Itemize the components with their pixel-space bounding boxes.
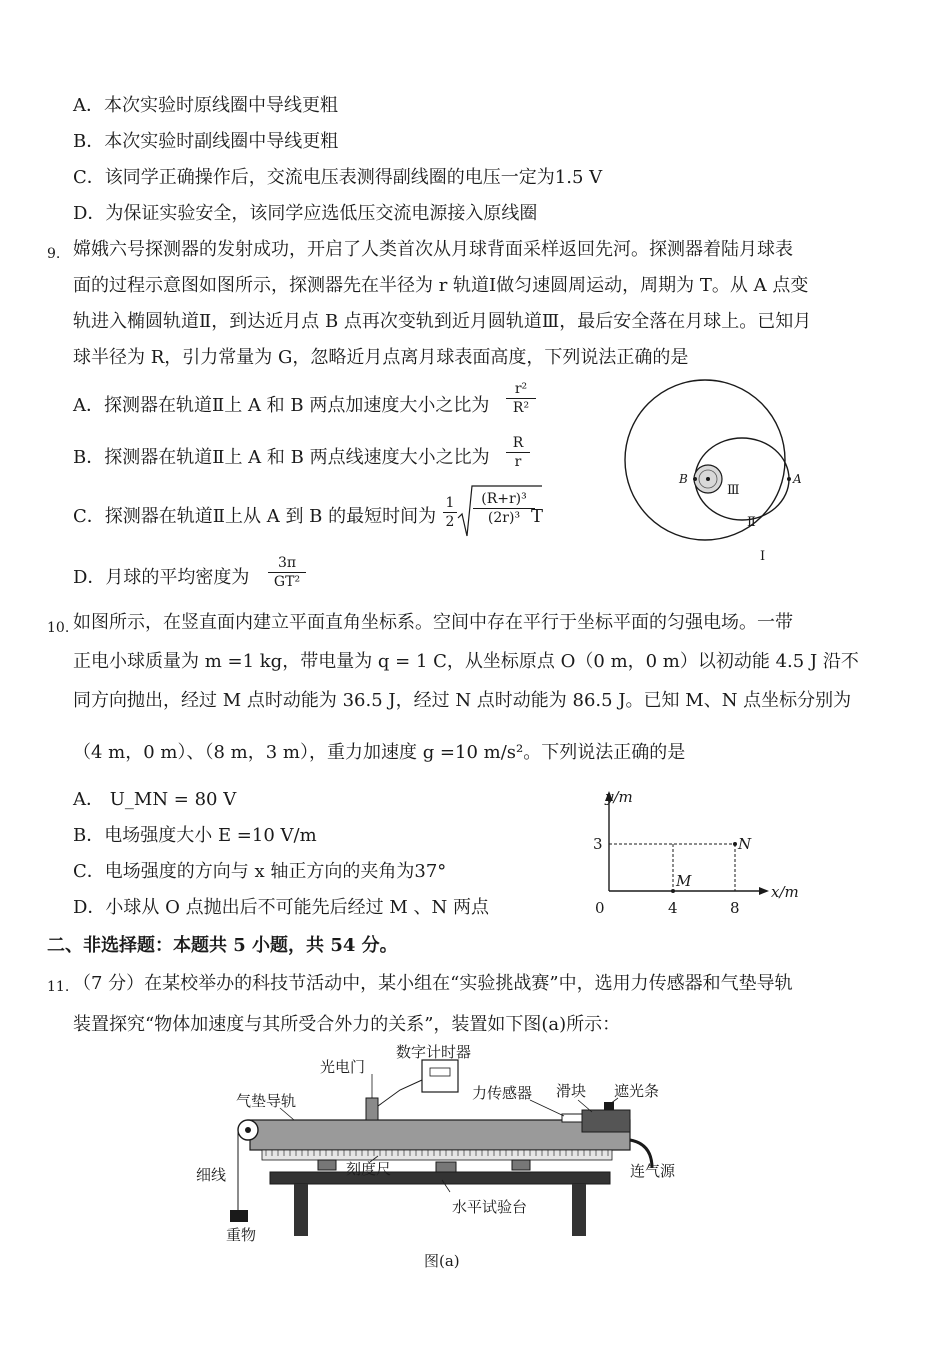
q11-apparatus-diagram <box>190 1040 700 1290</box>
label-string: 细线 <box>196 1166 227 1184</box>
q10-stem-line2: 正电小球质量为 m =1 kg，带电量为 q = 1 C，从坐标原点 O（0 m，0 m）以初动能 4.5 J 沿不 <box>73 651 859 672</box>
label-photogate: 光电门 <box>320 1058 366 1076</box>
slider <box>582 1110 630 1132</box>
leader-sensor <box>530 1100 564 1116</box>
table-leg-left <box>294 1184 308 1236</box>
q8-option-a: A．本次实验时原线圈中导线更粗 <box>73 95 338 116</box>
q9-option-c: C．探测器在轨道Ⅱ上从 A 到 B 的最短时间为 <box>73 506 437 527</box>
label-i: Ⅰ <box>760 549 766 564</box>
q9-c-radical-sign <box>458 484 474 540</box>
label-m: M <box>676 872 692 890</box>
q9-option-b: B．探测器在轨道Ⅱ上 A 和 B 两点线速度大小之比为 <box>73 447 490 468</box>
q9-c-coefficient <box>443 494 457 531</box>
q9-d-numerator: 3π <box>277 555 297 571</box>
point-n <box>733 842 737 846</box>
force-sensor <box>562 1114 582 1122</box>
air-track <box>250 1120 630 1150</box>
q9-number: 9. <box>47 246 61 262</box>
q9-a-denominator: R² <box>506 398 536 417</box>
label-air-track: 气垫导轨 <box>236 1092 297 1110</box>
q10-stem-line3: 同方向抛出，经过 M 点时动能为 36.5 J，经过 N 点时动能为 86.5 J。已知 M、N 点坐标分别为 <box>73 690 852 711</box>
label-air-source: 连气源 <box>630 1162 676 1180</box>
track-foot-middle <box>436 1162 456 1172</box>
q8-option-d: D．为保证实验安全，该同学应选低压交流电源接入原线圈 <box>73 203 538 224</box>
label-test-table: 水平试验台 <box>452 1198 528 1216</box>
pulley-axle <box>245 1127 251 1133</box>
label-a: A <box>793 472 802 486</box>
tick-y3: 3 <box>593 835 603 853</box>
q9-d-denominator: GT² <box>268 572 306 591</box>
photogate <box>366 1098 378 1120</box>
q11-stem-line2: 装置探究“物体加速度与其所受合外力的关系”，装置如下图(a)所示： <box>73 1014 621 1035</box>
point-b <box>693 477 697 481</box>
q9-b-fraction <box>506 434 530 471</box>
label-slider: 滑块 <box>556 1082 587 1100</box>
q9-option-d: D．月球的平均密度为 <box>73 567 250 588</box>
q9-c-coef-numerator: 1 <box>445 495 455 511</box>
scale-ruler <box>262 1150 612 1160</box>
q10-stem-line4: （4 m，0 m）、（8 m，3 m），重力加速度 g =10 m/s²。下列说法正确的是 <box>73 742 686 763</box>
q9-c-radicand <box>473 490 535 527</box>
q10-option-c: C．电场强度的方向与 x 轴正方向的夹角为37° <box>73 861 447 882</box>
q9-a-numerator: r² <box>514 381 528 397</box>
x-axis-arrow <box>759 887 769 895</box>
origin-label: 0 <box>595 899 605 917</box>
timer-cable <box>378 1080 422 1106</box>
x-axis-label: x/m <box>771 883 799 901</box>
q9-c-period: T <box>531 506 544 527</box>
q10-option-d: D．小球从 O 点抛出后不可能先后经过 M 、N 两点 <box>73 897 489 918</box>
q10-coordinate-diagram <box>585 785 815 920</box>
label-n: N <box>738 835 752 853</box>
q9-d-fraction <box>268 554 306 591</box>
q10-option-a: A． U_MN = 80 V <box>73 789 237 810</box>
table-leg-right <box>572 1184 586 1236</box>
label-b: B <box>679 472 688 486</box>
q11-number: 11. <box>47 979 70 995</box>
label-weight: 重物 <box>226 1226 257 1244</box>
label-shading-strip: 遮光条 <box>614 1082 660 1100</box>
q10-number: 10. <box>47 620 70 636</box>
q8-option-c: C．该同学正确操作后，交流电压表测得副线圈的电压一定为1.5 V <box>73 167 603 188</box>
q8-option-b: B．本次实验时副线圈中导线更粗 <box>73 131 339 152</box>
q9-stem-line4: 球半径为 R，引力常量为 G，忽略近月点离月球表面高度，下列说法正确的是 <box>73 347 689 368</box>
q9-b-numerator: R <box>512 435 524 451</box>
q9-a-fraction <box>506 380 536 417</box>
tick-x8: 8 <box>730 899 740 917</box>
q11-stem-line1: （7 分）在某校举办的科技节活动中，某小组在“实验挑战赛”中，选用力传感器和气垫导轨 <box>73 973 793 994</box>
point-a <box>787 477 791 481</box>
label-scale: 刻度尺 <box>346 1160 392 1178</box>
q9-stem-line3: 轨进入椭圆轨道Ⅱ，到达近月点 B 点再次变轨到近月圆轨道Ⅲ，最后安全落在月球上。已知月 <box>73 311 812 332</box>
section-2-heading: 二、非选择题：本题共 5 小题，共 54 分。 <box>47 935 398 956</box>
q10-stem-line1: 如图所示，在竖直面内建立平面直角坐标系。空间中存在平行于坐标平面的匀强电场。一带 <box>73 612 793 633</box>
point-m <box>671 889 675 893</box>
y-axis-label: y/m <box>605 788 633 806</box>
label-force-sensor: 力传感器 <box>472 1084 533 1102</box>
q9-orbit-diagram <box>620 370 850 570</box>
q9-c-radicand-denominator: (2r)³ <box>473 508 535 527</box>
q9-stem-line1: 嫦娥六号探测器的发射成功，开启了人类首次从月球背面采样返回先河。探测器着陆月球表 <box>73 239 793 260</box>
label-ii: Ⅱ <box>747 515 756 530</box>
track-foot-right <box>512 1160 530 1170</box>
q9-c-radicand-numerator: (R+r)³ <box>481 491 527 507</box>
track-foot-left <box>318 1160 336 1170</box>
weight-block <box>230 1210 248 1222</box>
q9-b-denominator: r <box>506 452 530 471</box>
q9-c-coef-denominator: 2 <box>443 512 457 531</box>
q9-stem-line2: 面的过程示意图如图所示，探测器先在半径为 r 轨道Ⅰ做匀速圆周运动，周期为 T。从 A 点变 <box>73 275 809 296</box>
shading-strip <box>604 1102 614 1110</box>
test-table-top <box>270 1172 610 1184</box>
moon-center <box>706 477 710 481</box>
label-digital-timer: 数字计时器 <box>396 1043 472 1061</box>
q10-option-b: B．电场强度大小 E =10 V/m <box>73 825 317 846</box>
figure-caption: 图(a) <box>424 1252 460 1270</box>
label-iii: Ⅲ <box>727 483 740 498</box>
tick-x4: 4 <box>668 899 678 917</box>
q9-option-a: A．探测器在轨道Ⅱ上 A 和 B 两点加速度大小之比为 <box>73 395 490 416</box>
